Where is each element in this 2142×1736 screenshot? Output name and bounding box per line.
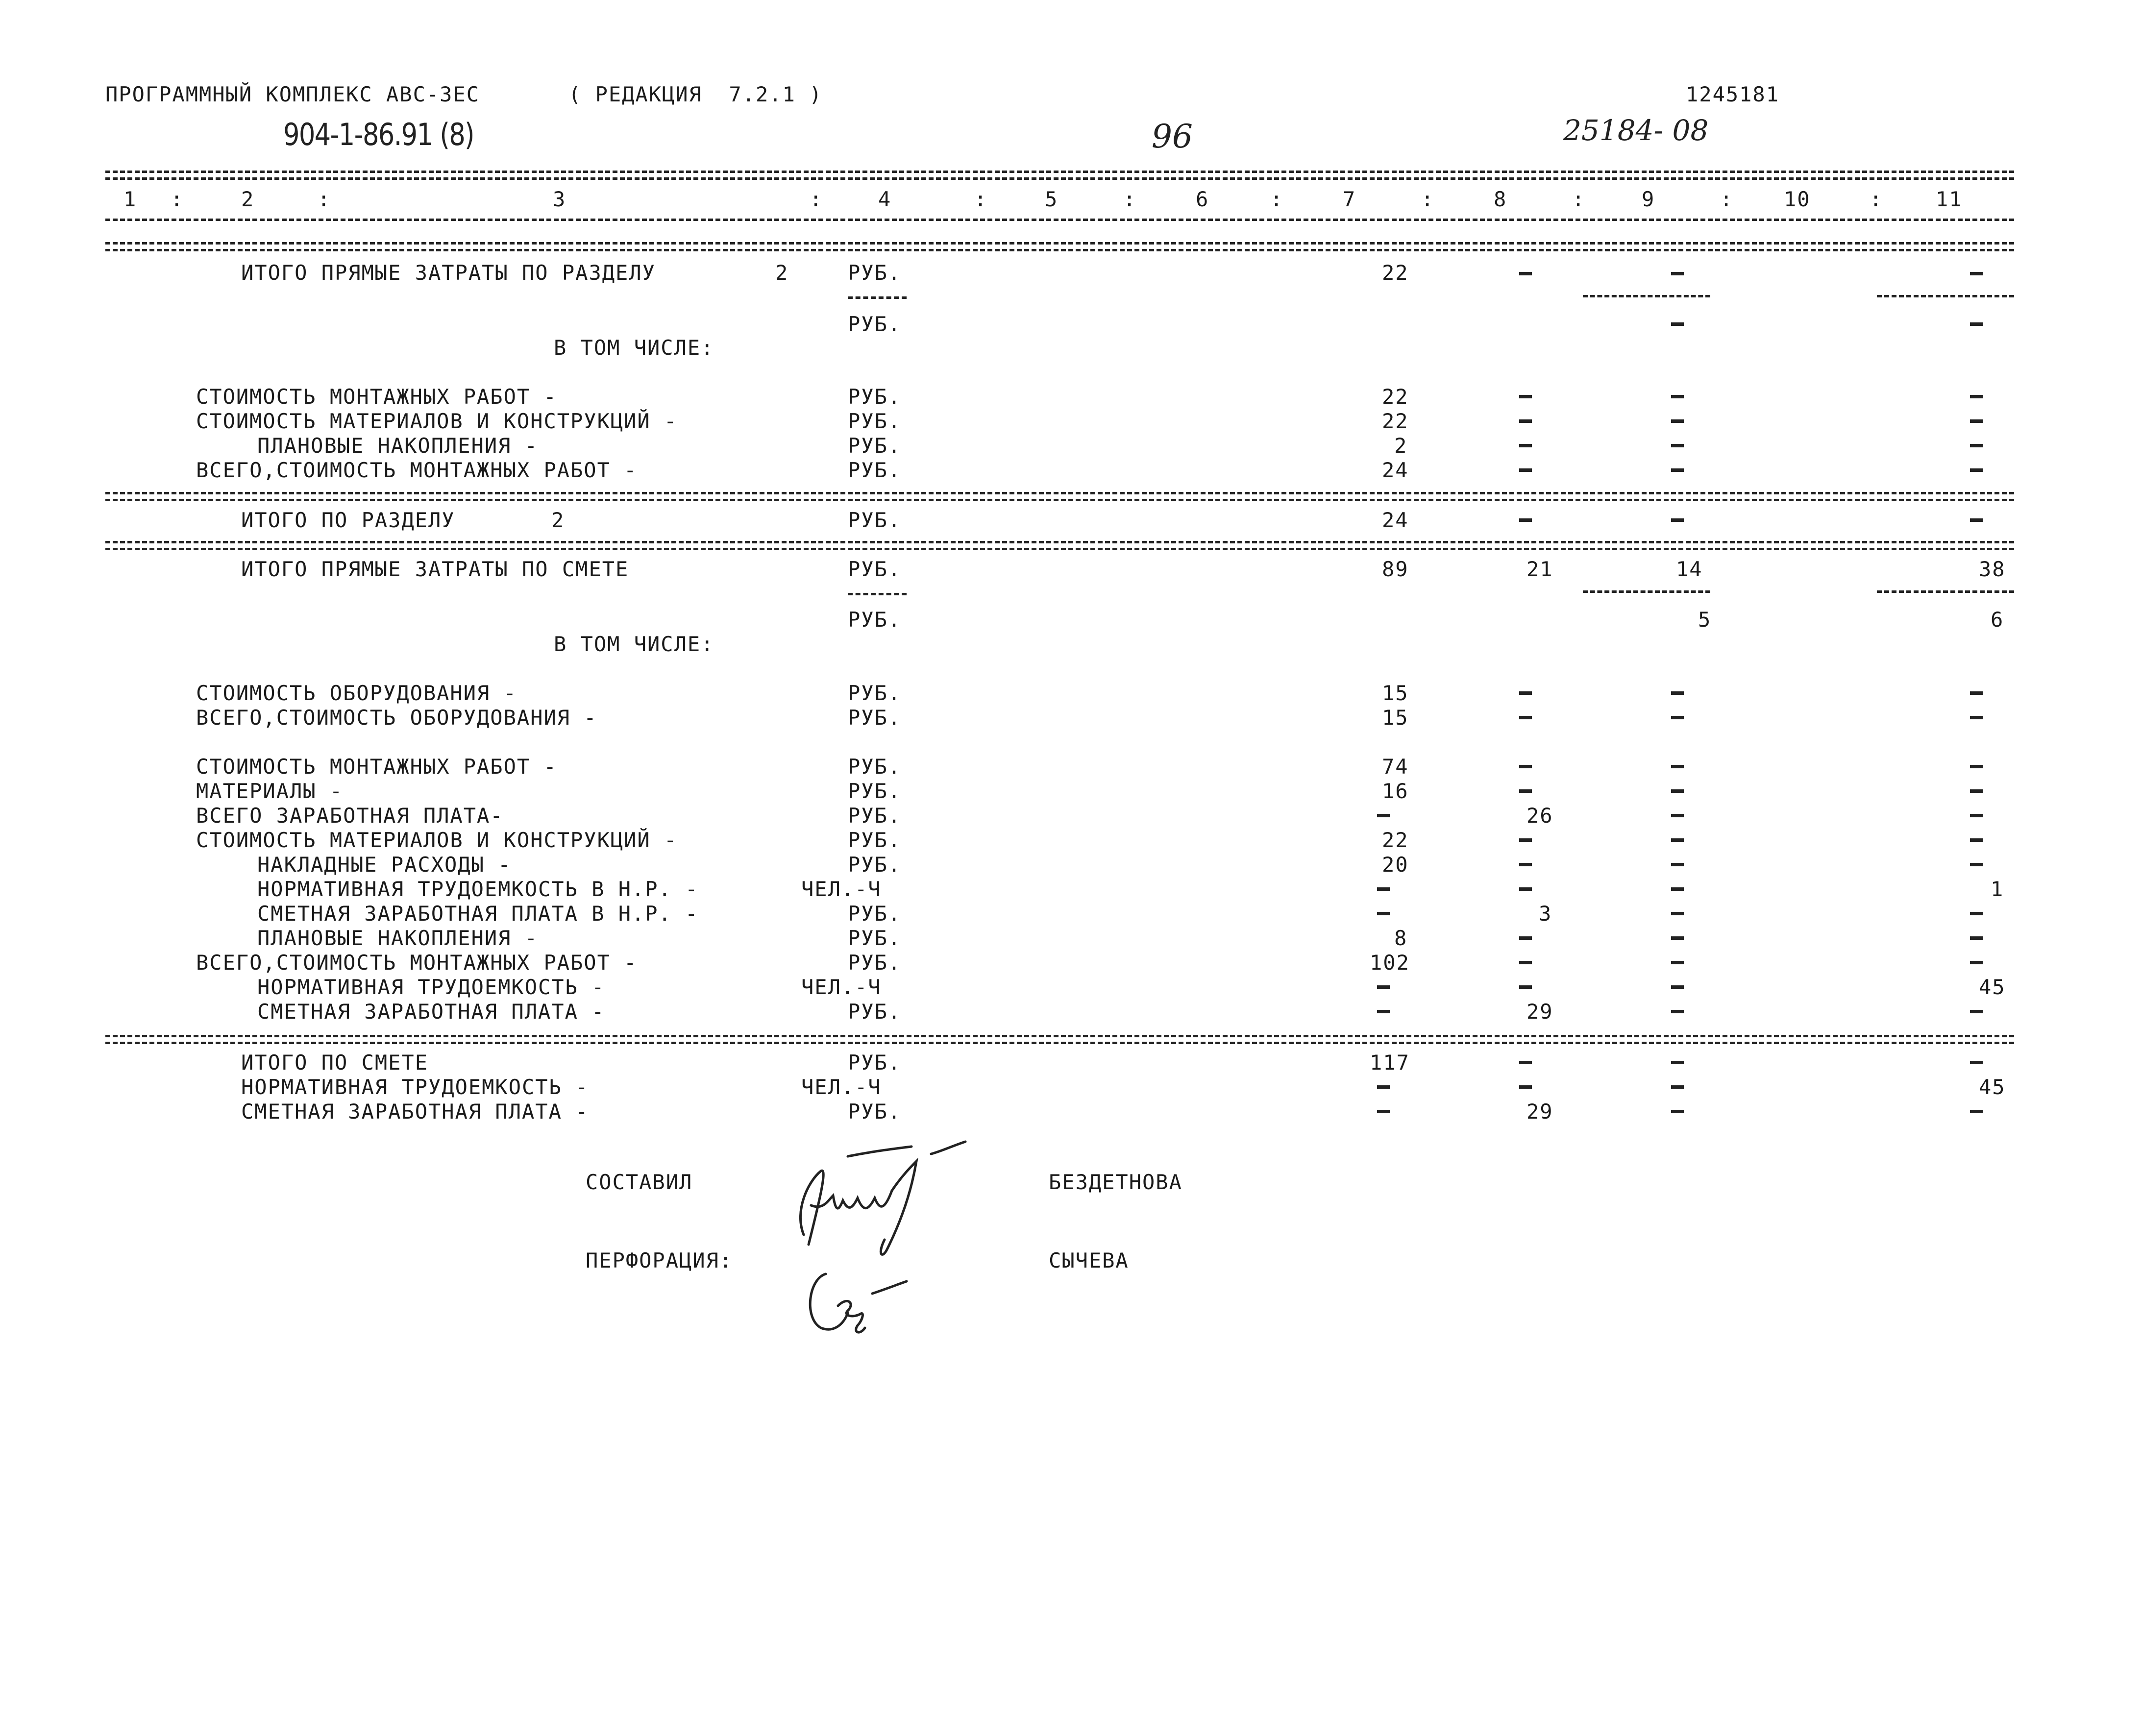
unit: РУБ. [848,951,902,975]
column-number: 3 [553,187,566,211]
row-label: ВСЕГО ЗАРАБОТНАЯ ПЛАТА- [196,804,504,828]
value-col11: 6 [1991,608,2004,632]
compiled-label: СОСТАВИЛ [586,1170,693,1194]
column-number: 4 [878,187,892,211]
value-col8: 26 [1526,804,1553,828]
unit: РУБ. [848,779,902,803]
value-col11: 1 [1991,877,2004,901]
column-number: 11 [1936,187,1963,211]
row-label: ИТОГО ПО РАЗДЕЛУ [241,508,455,532]
unit: РУБ. [848,508,902,532]
row-label: ВСЕГО,СТОИМОСТЬ МОНТАЖНЫХ РАБОТ - [196,458,638,482]
value-col7: 16 [1382,779,1409,803]
value-col7: 24 [1382,508,1409,532]
value-col7: 102 [1370,951,1410,975]
unit: РУБ. [848,1051,902,1075]
value-col7: 15 [1382,706,1409,730]
row-label: СТОИМОСТЬ ОБОРУДОВАНИЯ - [196,681,517,705]
row-label: СМЕТНАЯ ЗАРАБОТНАЯ ПЛАТА В Н.Р. - [257,902,699,926]
value-col7: 8 [1394,926,1408,950]
unit: РУБ. [848,261,902,285]
unit: РУБ. [848,1000,902,1024]
archive-code: 25184- 08 [1563,114,1709,147]
unit: РУБ. [848,804,902,828]
separator-line [105,171,2014,173]
value-col8: 29 [1526,1000,1553,1024]
doc-number: 1245181 [1686,82,1780,106]
unit: РУБ. [848,458,902,482]
value-col7: 22 [1382,385,1409,409]
including-label: В ТОМ ЧИСЛЕ: [554,632,714,656]
unit: ЧЕЛ.-Ч [801,877,882,901]
separator-line [105,177,2014,180]
column-number: 10 [1784,187,1811,211]
unit: РУБ. [848,557,902,581]
signature-image [774,1132,1009,1347]
value-col7: 22 [1382,261,1409,285]
column-number: 2 [241,187,255,211]
value-col7: 22 [1382,828,1409,852]
value-col7: 2 [1394,434,1408,458]
unit: РУБ. [848,681,902,705]
value-col7: 22 [1382,409,1409,433]
column-number: 8 [1494,187,1507,211]
unit: РУБ. [848,385,902,409]
value-col9: 14 [1676,557,1703,581]
row-label: МАТЕРИАЛЫ - [196,779,344,803]
value-col11: 45 [1979,1075,2006,1099]
column-number: 1 [123,187,137,211]
unit: РУБ. [848,1100,902,1124]
value-col11: 45 [1979,975,2006,999]
row-label: СТОИМОСТЬ МАТЕРИАЛОВ И КОНСТРУКЦИЙ - [196,409,678,433]
row-label: НОРМАТИВНАЯ ТРУДОЕМКОСТЬ - [241,1075,589,1099]
program-name: ПРОГРАММНЫЙ КОМПЛЕКС АВС-3ЕС [105,82,480,106]
value-col8: 29 [1526,1100,1553,1124]
column-number: 6 [1196,187,1209,211]
row-label: СТОИМОСТЬ МАТЕРИАЛОВ И КОНСТРУКЦИЙ - [196,828,678,852]
value-col7: 24 [1382,458,1409,482]
row-label: НОРМАТИВНАЯ ТРУДОЕМКОСТЬ В Н.Р. - [257,877,699,901]
row-label: СТОИМОСТЬ МОНТАЖНЫХ РАБОТ - [196,755,557,779]
section-number: 2 [775,261,789,285]
value-col8: 3 [1539,902,1552,926]
unit: РУБ. [848,902,902,926]
row-label: НОРМАТИВНАЯ ТРУДОЕМКОСТЬ - [257,975,605,999]
row-label: ИТОГО ПО СМЕТЕ [241,1051,429,1075]
including-label: В ТОМ ЧИСЛЕ: [554,336,714,360]
row-label: СТОИМОСТЬ МОНТАЖНЫХ РАБОТ - [196,385,557,409]
unit: ЧЕЛ.-Ч [801,975,882,999]
column-number: 9 [1642,187,1655,211]
project-code: 904-1-86.91 (8) [283,117,474,152]
perforation-name: СЫЧЕВА [1049,1248,1129,1272]
unit: РУБ. [848,434,902,458]
row-label: ВСЕГО,СТОИМОСТЬ МОНТАЖНЫХ РАБОТ - [196,951,638,975]
perforation-label: ПЕРФОРАЦИЯ: [586,1248,733,1272]
row-label: ПЛАНОВЫЕ НАКОПЛЕНИЯ - [257,434,539,458]
unit: РУБ. [848,409,902,433]
row-label: ИТОГО ПРЯМЫЕ ЗАТРАТЫ ПО СМЕТЕ [241,557,629,581]
value-col7: 89 [1382,557,1409,581]
value-col7: 117 [1370,1051,1410,1075]
page-number: 96 [1152,118,1193,155]
program-edition: ( РЕДАКЦИЯ 7.2.1 ) [568,82,823,106]
unit: РУБ. [848,608,902,632]
section-number: 2 [551,508,565,532]
value-col9: 5 [1698,608,1712,632]
value-col8: 21 [1526,557,1553,581]
value-col7: 20 [1382,853,1409,877]
unit: РУБ. [848,828,902,852]
unit: РУБ. [848,312,902,336]
value-col7: 74 [1382,755,1409,779]
row-label: ИТОГО ПРЯМЫЕ ЗАТРАТЫ ПО РАЗДЕЛУ [241,261,656,285]
row-label: СМЕТНАЯ ЗАРАБОТНАЯ ПЛАТА - [241,1100,589,1124]
column-number: 7 [1343,187,1356,211]
unit: РУБ. [848,706,902,730]
row-label: СМЕТНАЯ ЗАРАБОТНАЯ ПЛАТА - [257,1000,605,1024]
row-label: ПЛАНОВЫЕ НАКОПЛЕНИЯ - [257,926,539,950]
value-col7: 15 [1382,681,1409,705]
unit: РУБ. [848,926,902,950]
unit: РУБ. [848,853,902,877]
column-number: 5 [1045,187,1059,211]
value-col11: 38 [1979,557,2006,581]
row-label: ВСЕГО,СТОИМОСТЬ ОБОРУДОВАНИЯ - [196,706,597,730]
row-label: НАКЛАДНЫЕ РАСХОДЫ - [257,853,512,877]
compiled-name: БЕЗДЕТНОВА [1049,1170,1182,1194]
unit: ЧЕЛ.-Ч [801,1075,882,1099]
unit: РУБ. [848,755,902,779]
